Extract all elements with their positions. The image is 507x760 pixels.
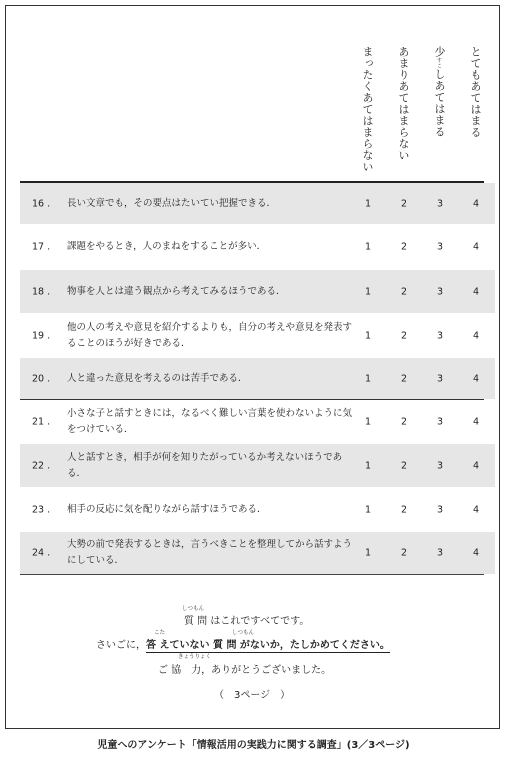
question-number: 17 . (32, 241, 51, 253)
option-3[interactable]: 3 (436, 460, 444, 471)
option-4[interactable]: 4 (472, 416, 480, 428)
option-3[interactable]: 3 (436, 373, 444, 384)
question-number: 24 . (32, 547, 51, 559)
ruby-kota: こた (154, 630, 166, 636)
bottom-rule (20, 574, 484, 575)
question-number: 22 . (32, 460, 51, 471)
option-1[interactable]: 1 (364, 460, 372, 471)
question-row-20 (20, 358, 495, 399)
option-2[interactable]: 2 (400, 330, 408, 342)
question-text: 小さな子と話すときには，なるべく難しい言葉を使わないように気をつけている． (67, 408, 353, 435)
question-text: 長い文章でも，その要点はたいてい把握できる． (67, 197, 277, 209)
option-4[interactable]: 4 (472, 330, 480, 342)
option-2[interactable]: 2 (400, 373, 408, 384)
option-4[interactable]: 4 (472, 547, 480, 559)
question-number: 21 . (32, 416, 51, 428)
column-header-3: 少すこしあてはまる (433, 46, 446, 138)
question-row-17 (20, 227, 495, 267)
question-row-21 (20, 401, 495, 443)
option-3[interactable]: 3 (436, 241, 444, 253)
column-header-2: あまりあてはまらない (397, 46, 410, 161)
option-4[interactable]: 4 (472, 286, 480, 297)
option-4[interactable]: 4 (472, 504, 480, 515)
option-1[interactable]: 1 (364, 198, 372, 209)
closing-line-2-lead: さいごに， (96, 640, 146, 651)
column-header-1: まったくあてはまらない (361, 46, 374, 173)
option-1[interactable]: 1 (364, 286, 372, 297)
option-2[interactable]: 2 (400, 241, 408, 253)
option-3[interactable]: 3 (436, 330, 444, 342)
option-3[interactable]: 3 (436, 286, 444, 297)
closing-line-1: 質 問 はこれですべてです。 (184, 616, 310, 627)
question-row-23 (20, 489, 495, 530)
option-1[interactable]: 1 (364, 504, 372, 515)
question-row-24 (20, 532, 495, 574)
ruby-kyouryoku: きょうりょく (178, 654, 212, 660)
option-2[interactable]: 2 (400, 504, 408, 515)
question-text: 他の人の考えや意見を紹介するよりも，自分の考えや意見を発表することのほうが好きである． (67, 322, 353, 349)
option-4[interactable]: 4 (472, 373, 480, 384)
question-text: 課題をやるとき，人のまねをすることが多い． (67, 241, 267, 252)
section-divider (20, 399, 484, 400)
question-text: 人と話すとき，相手が何を知りたがっているか考えないほうである． (67, 451, 343, 479)
option-4[interactable]: 4 (472, 241, 480, 253)
figure-caption: 児童へのアンケート「情報活用の実践力に関する調査」(3／3ページ) (97, 740, 410, 751)
option-2[interactable]: 2 (400, 286, 408, 297)
option-2[interactable]: 2 (400, 198, 408, 209)
question-text: 人と違った意見を考えるのは苦手である． (67, 372, 248, 384)
page-number: （ 3ページ ） (214, 690, 291, 701)
option-4[interactable]: 4 (472, 198, 480, 209)
option-1[interactable]: 1 (364, 416, 372, 428)
question-number: 20 . (32, 373, 51, 384)
option-2[interactable]: 2 (400, 416, 408, 428)
question-text: 相手の反応に気を配りながら話すほうである． (67, 503, 267, 515)
option-3[interactable]: 3 (436, 416, 444, 428)
question-text: 物事を人とは違う観点から考えてみるほうである． (67, 285, 286, 297)
closing-line-3: ご 協 力，ありがとうございました。 (158, 665, 332, 676)
column-headers (6, 46, 499, 176)
option-3[interactable]: 3 (436, 547, 444, 559)
question-number: 18 . (32, 286, 51, 297)
ruby-sukoshi: すこ (436, 57, 442, 69)
closing-line-2-emphasis: 答 えていない 質 問 がないか，たしかめてください。 (146, 640, 390, 651)
question-row-19 (20, 315, 495, 357)
ruby-shitsumon-2: しつもん (232, 630, 255, 636)
option-3[interactable]: 3 (436, 198, 444, 209)
question-number: 19 . (32, 330, 51, 342)
option-1[interactable]: 1 (364, 330, 372, 342)
closing-line-2 (96, 636, 390, 651)
question-row-16 (20, 183, 495, 224)
option-2[interactable]: 2 (400, 460, 408, 471)
column-header-4: とてもあてはまる (469, 46, 482, 138)
question-row-22 (20, 444, 495, 487)
option-4[interactable]: 4 (472, 460, 480, 471)
option-1[interactable]: 1 (364, 547, 372, 559)
option-1[interactable]: 1 (364, 241, 372, 253)
ruby-shitsumon: しつもん (182, 606, 205, 612)
question-number: 16 . (32, 198, 51, 209)
option-2[interactable]: 2 (400, 547, 408, 559)
questionnaire-page (5, 5, 500, 729)
option-1[interactable]: 1 (364, 373, 372, 384)
question-text: 大勢の前で発表するときは，言うべきことを整理してから話すようにしている． (67, 539, 353, 566)
question-number: 23 . (32, 504, 51, 515)
option-3[interactable]: 3 (436, 504, 444, 515)
question-row-18 (20, 270, 495, 313)
